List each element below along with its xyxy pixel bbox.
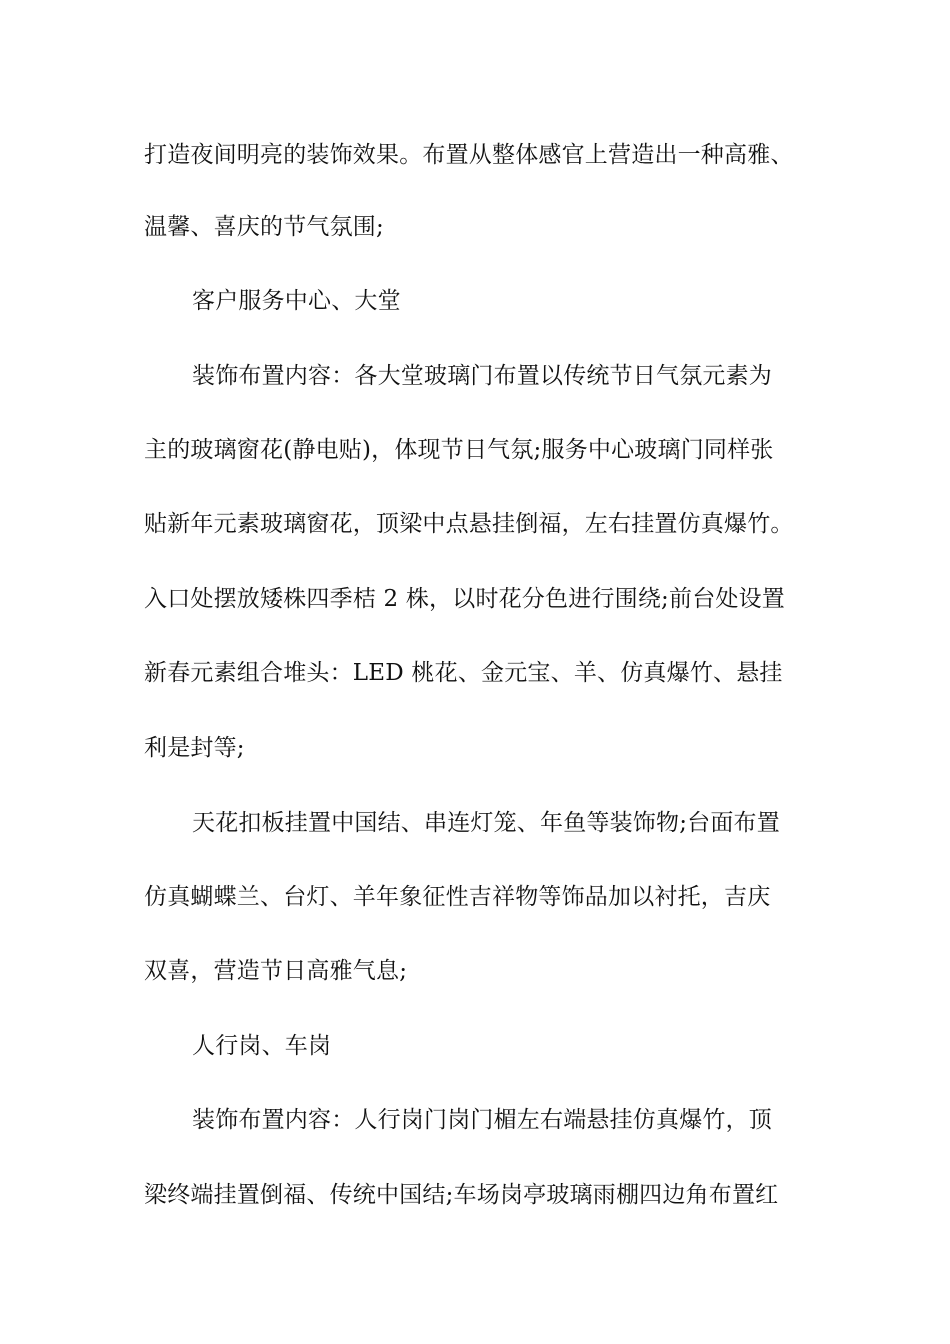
text-line: 入口处摆放矮株四季桔 2 株，以时花分色进行围绕;前台处设置: [144, 586, 786, 612]
text-line: 梁终端挂置倒福、传统中国结;车场岗亭玻璃雨棚四边角布置红: [144, 1182, 779, 1208]
text-line: 打造夜间明亮的装饰效果。布置从整体感官上营造出一种高雅、: [144, 142, 794, 168]
text-line: 新春元素组合堆头：LED 桃花、金元宝、羊、仿真爆竹、悬挂: [144, 660, 783, 686]
text-line: 主的玻璃窗花(静电贴)，体现节日气氛;服务中心玻璃门同样张: [144, 437, 774, 463]
text-line: 仿真蝴蝶兰、台灯、羊年象征性吉祥物等饰品加以衬托，吉庆: [144, 884, 771, 910]
text-line: 贴新年元素玻璃窗花，顶梁中点悬挂倒福，左右挂置仿真爆竹。: [144, 511, 794, 537]
section-heading: 人行岗、车岗: [192, 1033, 332, 1059]
text-line: 温馨、喜庆的节气氛围;: [144, 214, 384, 240]
text-line: 天花扣板挂置中国结、串连灯笼、年鱼等装饰物;台面布置: [192, 810, 780, 836]
text-line: 利是封等;: [144, 735, 245, 761]
text-line: 装饰布置内容：人行岗门岗门楣左右端悬挂仿真爆竹，顶: [192, 1107, 772, 1133]
section-heading: 客户服务中心、大堂: [192, 288, 401, 314]
text-line: 双喜，营造节日高雅气息;: [144, 958, 408, 984]
text-line: 装饰布置内容：各大堂玻璃门布置以传统节日气氛元素为: [192, 363, 772, 389]
